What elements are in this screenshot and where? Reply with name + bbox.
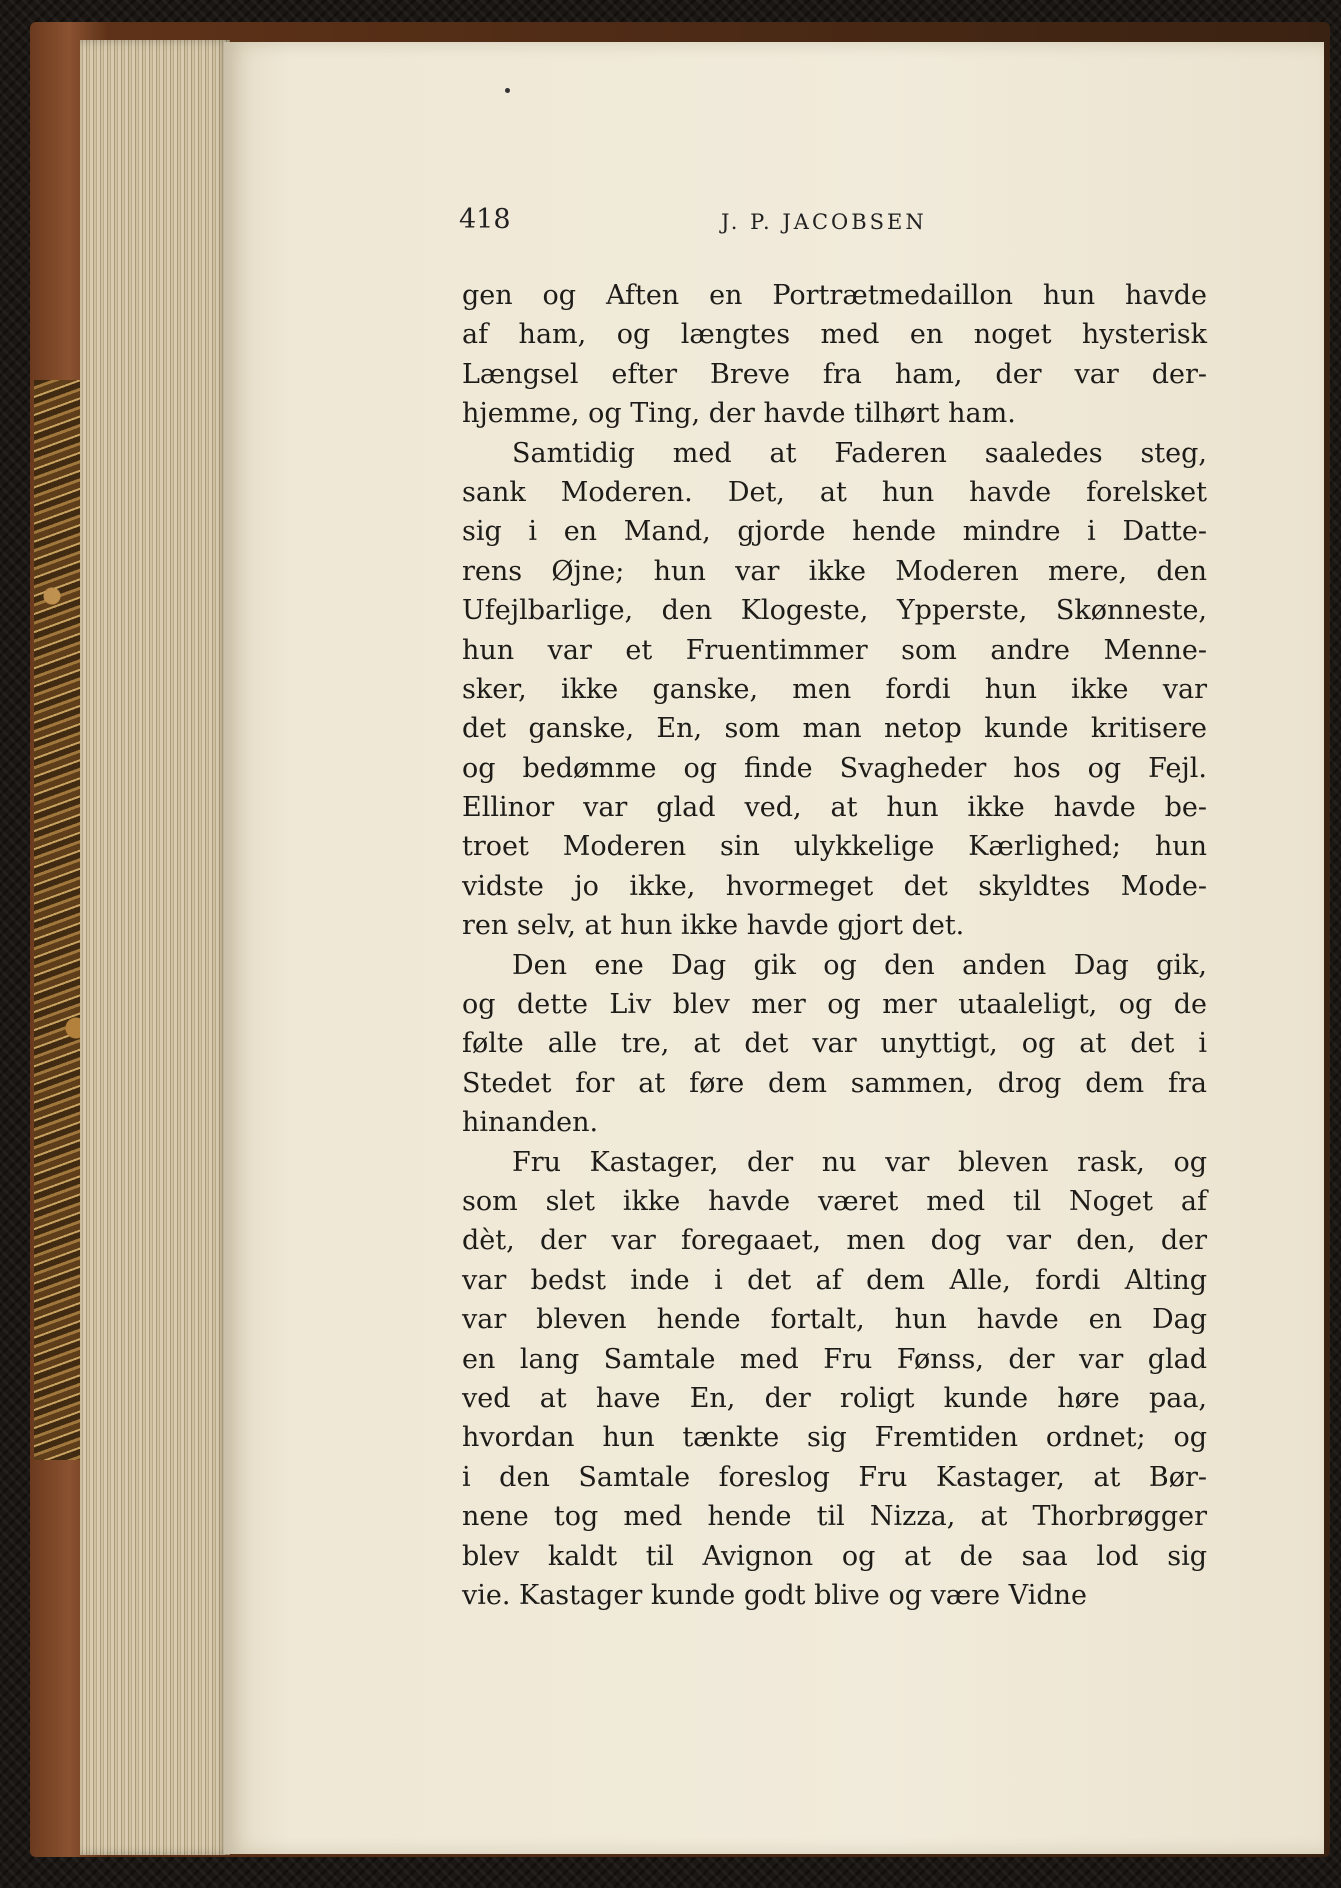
text-line: Stedet for at føre dem sammen, drog dem fra [462, 1067, 1207, 1099]
text-line: af ham, og længtes med en noget hysterisk [462, 319, 1207, 351]
text-line: vidste jo ikke, hvormeget det skyldtes Mode- [462, 870, 1207, 902]
text-line: blev kaldt til Avignon og at de saa lod sig [462, 1540, 1207, 1572]
running-head-author: J. P. JACOBSEN [721, 210, 927, 234]
text-line: hvordan hun tænkte sig Fremtiden ordnet; og [462, 1422, 1207, 1454]
text-line: rens Øjne; hun var ikke Moderen mere, den [462, 555, 1207, 587]
text-line: det ganske, En, som man netop kunde kritisere [462, 713, 1207, 745]
text-line: var bleven hende fortalt, hun havde en Dag [462, 1304, 1207, 1336]
text-line: Fru Kastager, der nu var bleven rask, og [512, 1146, 1207, 1178]
page-number: 418 [459, 204, 511, 235]
text-line: hinanden. [462, 1107, 599, 1139]
text-line: og bedømme og finde Svagheder hos og Fejl. [462, 752, 1207, 784]
text-line: sker, ikke ganske, men fordi hun ikke var [462, 673, 1207, 705]
text-line: som slet ikke havde været med til Noget af [462, 1185, 1207, 1217]
text-line: og dette Liv blev mer og mer utaaleligt, og de [462, 989, 1207, 1021]
text-line: troet Moderen sin ulykkelige Kærlighed; hun [462, 831, 1207, 863]
text-line: en lang Samtale med Fru Fønss, der var glad [462, 1343, 1207, 1375]
text-line: Ellinor var glad ved, at hun ikke havde be- [462, 792, 1207, 824]
text-line: Den ene Dag gik og den anden Dag gik, [512, 949, 1207, 981]
ink-speck [505, 88, 510, 93]
text-line: nene tog med hende til Nizza, at Thorbrøgger [462, 1501, 1207, 1533]
text-line: gen og Aften en Portrætmedaillon hun havde [462, 280, 1207, 311]
text-line: Ufejlbarlige, den Klogeste, Ypperste, Skønneste, [462, 595, 1207, 627]
text-line: hjemme, og Ting, der havde tilhørt ham. [462, 398, 1016, 430]
text-line: i den Samtale foreslog Fru Kastager, at Bør- [462, 1461, 1207, 1493]
body-text [462, 276, 1207, 1615]
text-line: Længsel efter Breve fra ham, der var der- [462, 358, 1207, 390]
text-line: følte alle tre, at det var unyttigt, og at det i [462, 1028, 1207, 1060]
text-line: hun var et Fruentimmer som andre Menne- [462, 634, 1207, 666]
page-edges [80, 40, 230, 1855]
text-line: dèt, der var foregaaet, men dog var den, der [462, 1225, 1207, 1257]
text-line: ved at have En, der roligt kunde høre paa, [462, 1382, 1207, 1414]
running-head [459, 200, 1209, 240]
text-line: sank Moderen. Det, at hun havde forelsket [462, 476, 1207, 508]
text-line: vie. Kastager kunde godt blive og være Vidne [462, 1579, 1087, 1611]
text-line: var bedst inde i det af dem Alle, fordi Alting [462, 1264, 1207, 1296]
text-line: sig i en Mand, gjorde hende mindre i Datte- [462, 516, 1207, 548]
text-line: Samtidig med at Faderen saaledes steg, [512, 437, 1207, 469]
text-line: ren selv, at hun ikke havde gjort det. [462, 910, 965, 942]
